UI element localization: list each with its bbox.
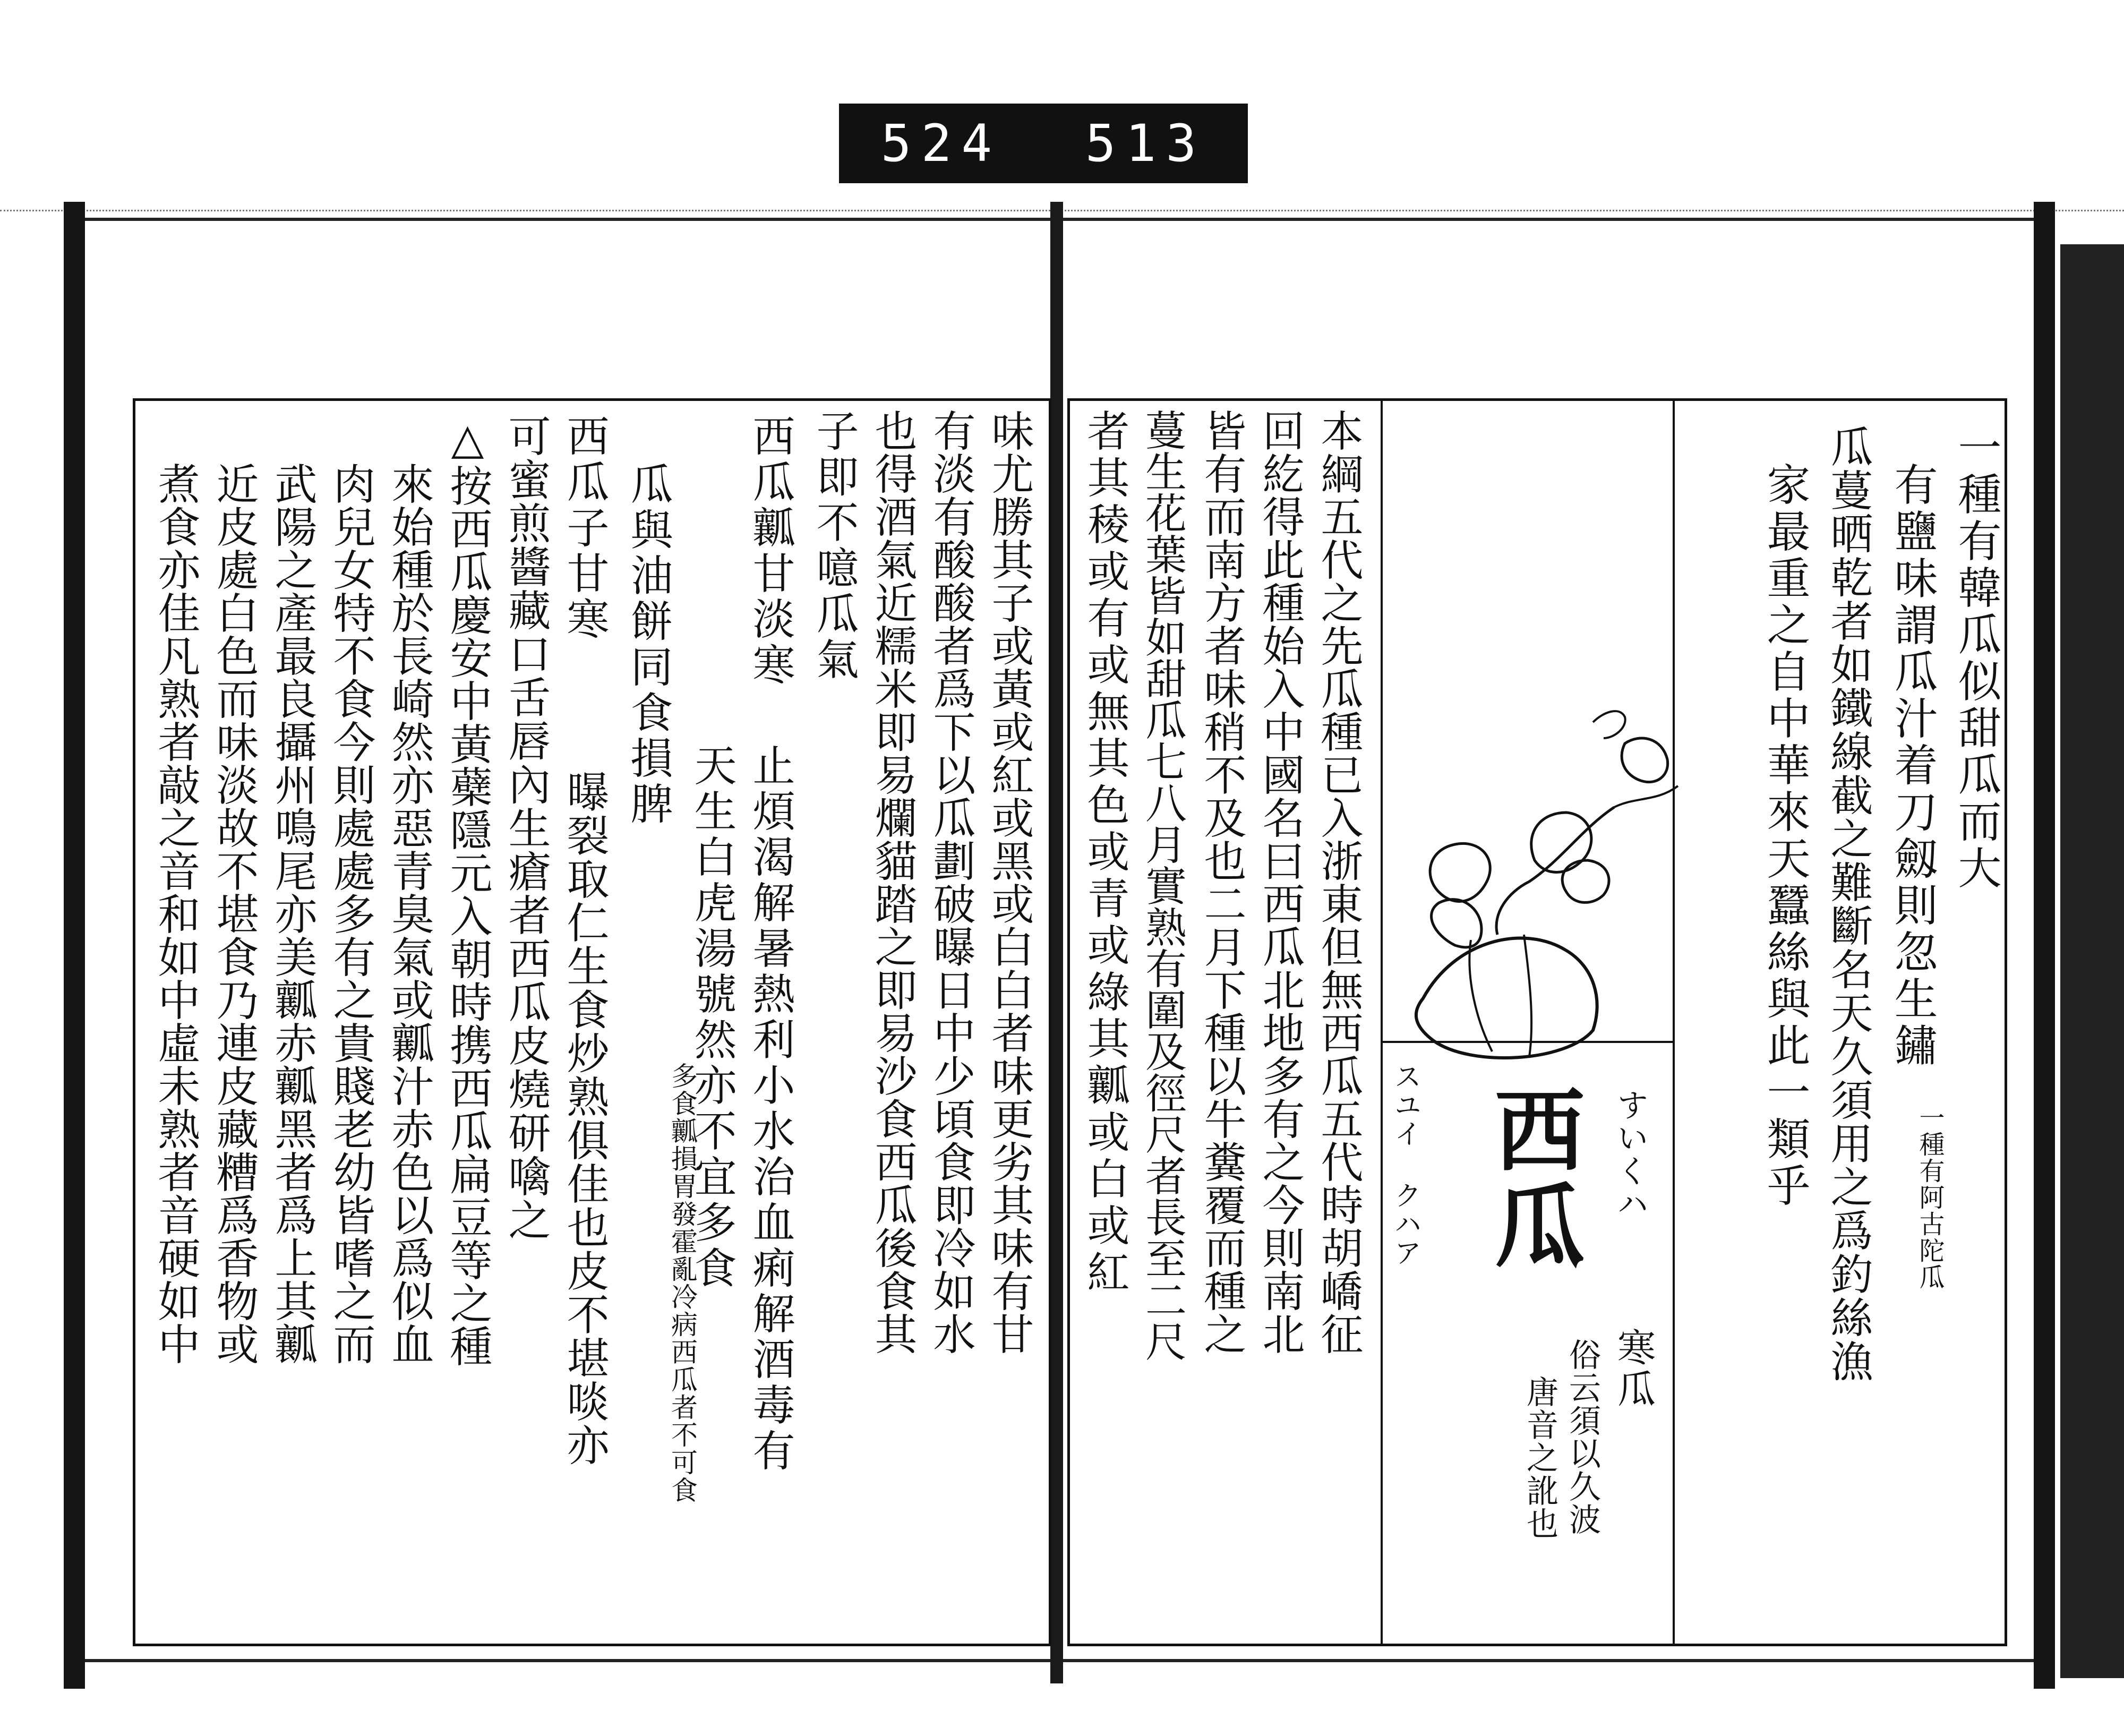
text-column: 西瓜子甘寒 xyxy=(560,414,609,643)
text-column: 者其稜或有或無其色或青或綠其瓤或白或紅 xyxy=(1080,409,1129,1297)
catalogue-label xyxy=(839,104,1248,183)
text-column: 近皮處白色而味淡故不堪食乃連皮藏糟爲香物或 xyxy=(209,462,259,1365)
text-column: 武陽之產最良攝州鳴尾亦美瓤赤瓤黑者爲上其瓤 xyxy=(268,462,317,1365)
chinese-reading: スユイ クハア xyxy=(1389,1062,1421,1267)
annotation-column: 多食瓤損胃發霍亂冷病西瓜者不可食 xyxy=(667,1062,698,1504)
text-column: 子即不噫瓜氣 xyxy=(809,409,859,683)
heading-kana: すいくハ xyxy=(1612,1089,1649,1220)
right-edge xyxy=(2034,202,2055,1689)
text-column: 也得酒氣近糯米即易爛貓踏之即易沙食西瓜後食其 xyxy=(868,409,917,1355)
text-column: 瓜與油餅同食損脾 xyxy=(623,462,673,827)
text-column: 可蜜煎醬藏口舌唇內生瘡者西瓜皮燒研噙之 xyxy=(501,414,551,1242)
text-column: 蔓生花葉皆如甜瓜七八月實熟有圍及徑尺者長至二尺 xyxy=(1138,409,1186,1362)
name-note: 唐音之訛也 xyxy=(1521,1375,1558,1540)
catalogue-number-right: 513 xyxy=(1085,114,1206,173)
text-column: 有鹽味謂瓜汁着刀劔則忽生鏽 xyxy=(1887,462,1938,1070)
text-column: 家最重之自中華來天蠶絲與此一類乎 xyxy=(1760,462,1810,1210)
heading-divider xyxy=(1381,398,1383,1646)
book-spine xyxy=(1050,202,1063,1683)
text-column: 西瓜瓤甘淡寒 xyxy=(746,414,795,688)
entry-heading: 西瓜 xyxy=(1479,1083,1585,1275)
text-column: △按西瓜慶安中黃蘗隱元入朝時携西瓜扁豆等之種 xyxy=(443,414,492,1367)
text-column: 本綱五代之先瓜種已入浙東但無西瓜五代時胡嶠征 xyxy=(1314,409,1363,1355)
alternate-name: 寒瓜 xyxy=(1611,1328,1656,1410)
text-column: 來始種於長崎然亦惡青臭氣或瓤汁赤色以爲似血 xyxy=(384,462,434,1365)
watermelon-illustration xyxy=(1391,701,1689,1062)
text-column: 味尤勝其子或黃或紅或黑或白白者味更劣其味有甘 xyxy=(984,409,1034,1355)
text-column: 肉兒女特不食今則處處多有之貴賤老幼皆嗜之而 xyxy=(326,462,375,1365)
text-column: 有淡有酸酸者爲下以瓜劃破曝日中少頃食即冷如水 xyxy=(926,409,975,1355)
text-column: 止煩渴解暑熱利小水治血痢解酒毒有 xyxy=(746,743,795,1474)
text-column: 皆有而南方者味稍不及也二月下種以牛糞覆而種之 xyxy=(1197,409,1246,1355)
catalogue-number-left: 524 xyxy=(880,114,1002,173)
text-column: 煮食亦佳凡熟者敲之音和如中虛未熟者音硬如中 xyxy=(151,462,200,1365)
text-column: 曝裂取仁生食炒熟俱佳也皮不堪啖亦 xyxy=(560,770,609,1467)
text-column: 回紇得此種始入中國名曰西瓜北地多有之今則南北 xyxy=(1255,409,1305,1355)
left-edge xyxy=(64,202,85,1689)
text-column: 瓜蔓晒乾者如鐵線截之難斷名天久須用之爲釣絲漁 xyxy=(1823,425,1873,1383)
right-outer-edge xyxy=(2060,244,2124,1678)
name-note: 俗云須以久波 xyxy=(1564,1338,1601,1536)
text-column: 一種有韓瓜似甜瓜而大 xyxy=(1951,425,2001,892)
annotation-column: 一種有阿古陀瓜 xyxy=(1915,1105,1945,1290)
text-column: 天生白虎湯號然亦不宜多食 xyxy=(687,743,736,1292)
